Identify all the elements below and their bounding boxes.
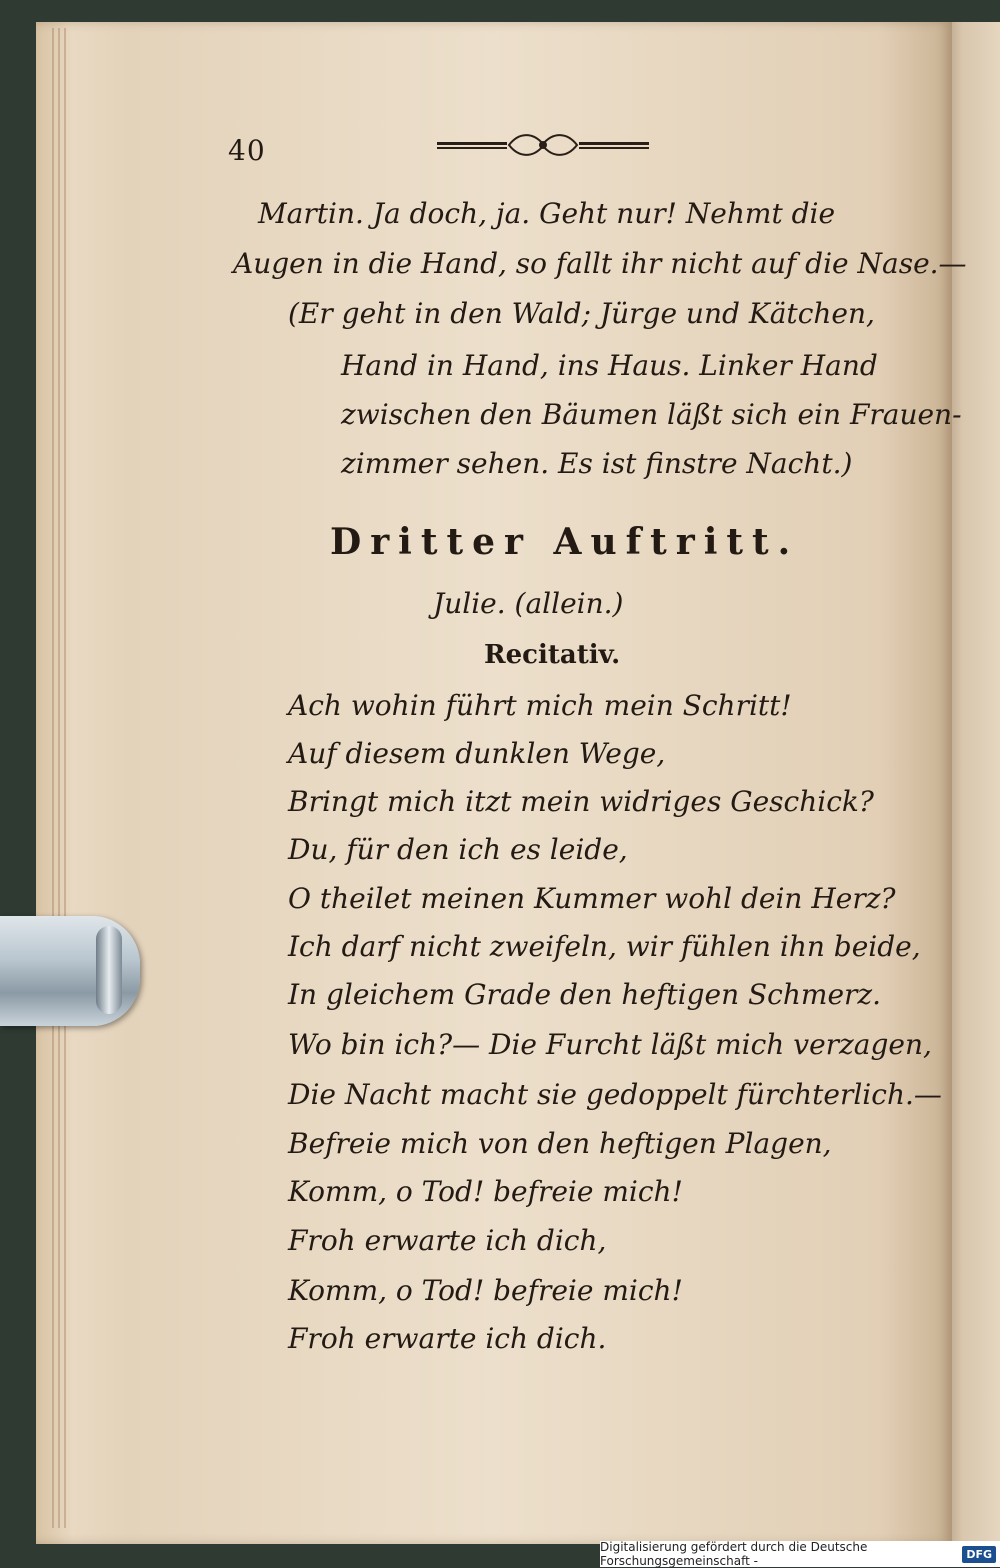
verse-line-9: Die Nacht macht sie gedoppelt fürchterlich.— [288, 1078, 942, 1111]
page-number: 40 [228, 134, 266, 167]
verse-line-10: Befreie mich von den heftigen Plagen, [288, 1127, 832, 1160]
verse-line-8: Wo bin ich?— Die Furcht läßt mich verzagen, [288, 1028, 932, 1061]
body-line-6: zimmer sehen. Es ist finstre Nacht.) [341, 447, 853, 480]
speaker-line: Julie. (allein.) [433, 587, 624, 620]
dfg-logo: DFG [962, 1546, 996, 1563]
digitization-footer [600, 1541, 1000, 1567]
verse-line-2: Auf diesem dunklen Wege, [288, 737, 666, 770]
verse-line-11: Komm, o Tod! befreie mich! [288, 1175, 683, 1208]
verse-line-6: Ich darf nicht zweifeln, wir fühlen ihn beide, [288, 930, 921, 963]
verse-line-12: Froh erwarte ich dich, [288, 1224, 607, 1257]
body-line-3: (Er geht in den Wald; Jürge und Kätchen, [288, 297, 875, 330]
body-line-4: Hand in Hand, ins Haus. Linker Hand [341, 349, 878, 382]
page-clip [0, 916, 140, 1026]
body-line-5: zwischen den Bäumen läßt sich ein Frauen- [341, 398, 962, 431]
verse-line-13: Komm, o Tod! befreie mich! [288, 1274, 683, 1307]
verse-line-4: Du, für den ich es leide, [288, 833, 628, 866]
footer-text: Digitalisierung gefördert durch die Deutsche Forschungsgemeinschaft - [600, 1540, 868, 1568]
clip-highlight [96, 926, 122, 1014]
body-line-1: Martin. Ja doch, ja. Geht nur! Nehmt die [258, 197, 836, 230]
verse-line-7: In gleichem Grade den heftigen Schmerz. [288, 978, 882, 1011]
verse-line-1: Ach wohin führt mich mein Schritt! [288, 689, 792, 722]
scene-heading: Dritter Auftritt. [330, 521, 800, 563]
recitative-label: Recitativ. [484, 640, 621, 670]
body-line-2: Augen in die Hand, so fallt ihr nicht auf die Nase.— [233, 247, 967, 280]
header-ornament [437, 130, 649, 160]
verse-line-3: Bringt mich itzt mein widriges Geschick? [288, 785, 874, 818]
verse-line-14: Froh erwarte ich dich. [288, 1322, 607, 1355]
verse-line-5: O theilet meinen Kummer wohl dein Herz? [288, 882, 896, 915]
